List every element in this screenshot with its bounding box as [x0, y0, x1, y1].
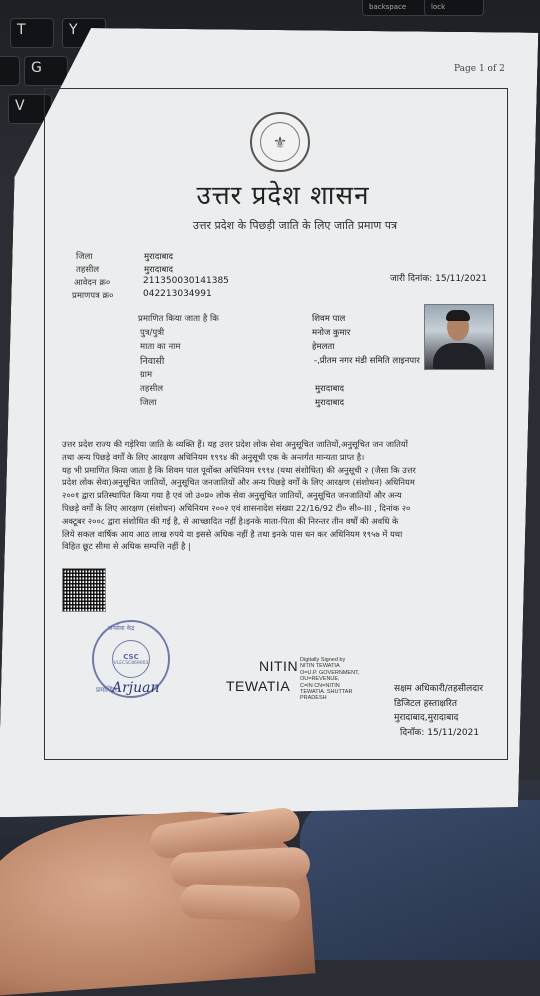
- finger: [179, 884, 300, 922]
- authority-block: [394, 682, 483, 740]
- seal-ring-text: जनसेवा केंद्र: [108, 625, 135, 632]
- mother-name: हेमलता: [312, 342, 335, 352]
- key-y[interactable]: Y: [62, 18, 106, 48]
- body-line: लिये सकल वार्षिक आय आठ लाख रुपये या इससे अधिक नहीं है तथा इनके पास धन कर अधिनियम १९५७ में यथा: [62, 528, 403, 539]
- body-line: प्रदेश लोक सेवा)अनुसूचित जातियों, अनुसूचित जनजातियों और अन्य पिछड़े वर्गों के लिए आरक्षण (संशोधन) अधिनियम: [62, 477, 415, 488]
- signer-name: [226, 656, 298, 696]
- digital-signature-block: [300, 657, 386, 702]
- csc-signature: Arjuan: [112, 680, 160, 696]
- meta-district-label: जिला: [76, 252, 93, 262]
- signer-last-name: TEWATIA: [226, 678, 291, 694]
- authority-line: मुरादाबाद,मुरादाबाद: [394, 713, 459, 723]
- seal-footer-text: प्रमाणित: [96, 686, 117, 694]
- emblem-center-icon: ⚜: [260, 122, 300, 162]
- dsig-line: C=IN CN=NITIN: [300, 682, 340, 689]
- up-government-emblem-icon: [250, 112, 310, 172]
- authority-line: दिनाँक: 15/11/2021: [400, 727, 480, 738]
- meta-tehsil-label: तहसील: [76, 265, 100, 275]
- body-line: २००१ द्वारा प्रतिस्थापित किया गया है एवं जो उ०प्र० लोक सेवा अनुसूचित जातियों, अनुसूचित जनजातियों और अन्य: [62, 490, 402, 501]
- body-line: पिछड़े वर्गों के लिए आरक्षण (संशोधन) अधिनियम २००२ एवं शासनादेश संख्या 22/16/92 टी० सी०-III , दिनांक २०: [62, 502, 411, 513]
- key-lock[interactable]: lock: [424, 0, 484, 16]
- meta-application-label: आवेदन क्र०: [74, 278, 111, 288]
- dsig-line: Digitally Signed by: [300, 657, 346, 663]
- key-f[interactable]: [0, 56, 20, 86]
- dsig-line: OU=REVENUE,: [300, 676, 340, 683]
- key-v[interactable]: V: [8, 94, 52, 124]
- signer-first-name: NITIN: [259, 658, 299, 674]
- meta-certificate-label: प्रमाणपत्र क्र०: [72, 291, 114, 301]
- authority-line: डिजिटल हस्ताक्षरित: [394, 698, 457, 709]
- meta-tehsil-value: मुरादाबाद: [144, 265, 174, 275]
- issue-date: जारी दिनांक: 15/11/2021: [390, 274, 487, 284]
- body-line: विहित छूट सीमा से अधिक सम्पत्ति नहीं है |: [62, 541, 191, 552]
- jeans-background: [300, 800, 540, 960]
- dsig-line: NITIN TEWATIA: [300, 663, 340, 670]
- meta-certificate-value: 042213034991: [143, 289, 212, 299]
- certificate-subtitle: उत्तर प्रदेश के पिछड़ी जाति के लिए जाति प्रमाण पत्र: [192, 219, 398, 232]
- body-line: यह भी प्रमाणित किया जाता है कि शिवम पाल पूर्वोक्त अधिनियम १९९४ (यथा संशोधित) की अनुसूची २ (जैसा कि उत्तर: [62, 464, 416, 475]
- seal-center: [112, 640, 150, 678]
- parent-label: पुत्र/पुत्री: [140, 328, 165, 338]
- page-title: उत्तर प्रदेश शासन: [196, 181, 370, 211]
- seal-csc-label: CSC: [123, 652, 139, 661]
- key-t[interactable]: T: [10, 18, 54, 48]
- parent-name: मनोज कुमार: [312, 328, 351, 338]
- key-g[interactable]: G: [24, 56, 68, 86]
- resident-label: निवासी: [140, 356, 165, 367]
- body-line: तथा अन्य पिछड़े वर्गों के लिए आरक्षण अधिनियम १९९४ की अनुसूची एक के अन्तर्गत मान्यता प्राप्त है।: [62, 451, 365, 462]
- body-line: उत्तर प्रदेश राज्य की गड़ेरिया जाति के व्यक्ति हैं। यह उत्तर प्रदेश लोक सेवा अनुसूचित जातियों,अनुसूचित जन जातियों: [62, 439, 408, 449]
- page-indicator: Page 1 of 2: [454, 64, 505, 74]
- district-label: जिला: [140, 398, 157, 408]
- tehsil-value: मुरादाबाद: [315, 384, 345, 394]
- certified-name: शिवम पाल: [312, 314, 346, 324]
- dsig-line: O=U.P. GOVERNMENT,: [300, 669, 360, 676]
- dsig-line: TEWATIA. SHUTTAR: [300, 689, 353, 696]
- certified-label: प्रमाणित किया जाता है कि: [138, 314, 219, 324]
- key-backspace[interactable]: backspace: [362, 0, 442, 16]
- dsig-line: PRADESH: [300, 695, 327, 702]
- certificate-body: [62, 438, 496, 553]
- district-value: मुरादाबाद: [315, 398, 345, 408]
- mother-label: माता का नाम: [140, 342, 181, 352]
- meta-application-value: 211350030141385: [143, 276, 229, 286]
- meta-district-value: मुरादाबाद: [144, 252, 174, 262]
- tehsil-label: तहसील: [140, 384, 164, 394]
- village-label: ग्राम: [140, 370, 153, 380]
- qr-code-icon: [62, 568, 106, 612]
- seal-code: VLECSC869003: [113, 660, 149, 666]
- applicant-photo: [424, 304, 494, 370]
- authority-line: सक्षम अधिकारी/तहसीलदार: [394, 684, 484, 694]
- resident-address: -,प्रीतम नगर मंडी समिति लाइनपार: [314, 356, 420, 366]
- body-line: अक्टूबर २००८ द्वारा संशोधित की गई है, से आच्छादित नहीं है।इनके माता-पिता की निरन्तर तीन वर्षों की अवधि के: [62, 515, 399, 526]
